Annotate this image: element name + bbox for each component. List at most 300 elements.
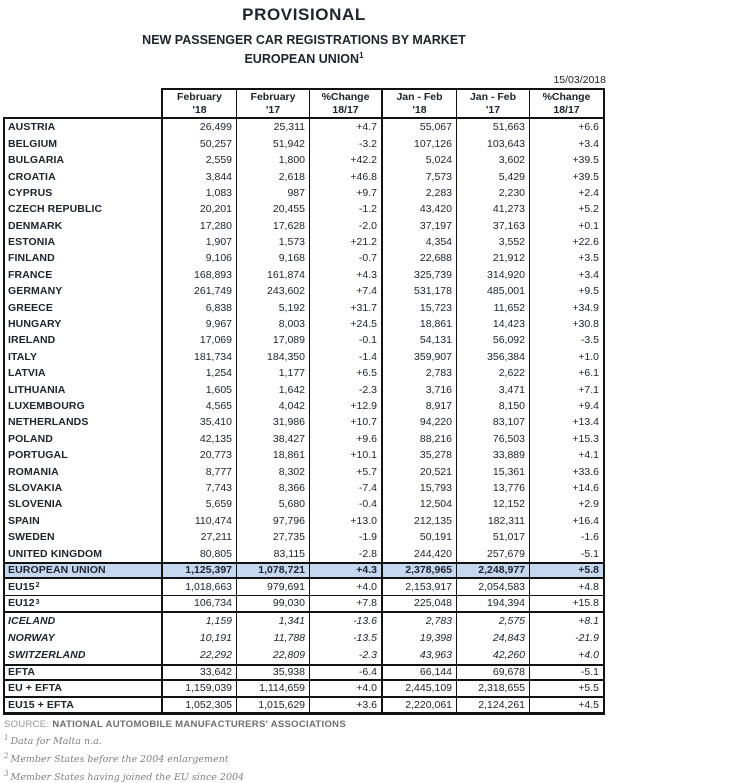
value-cell: +34.9 [530, 299, 605, 315]
value-cell: 7,743 [163, 480, 237, 496]
value-cell: 2,283 [383, 185, 457, 201]
value-cell: +4.3 [310, 564, 383, 577]
table-row [3, 119, 605, 135]
value-cell: 33,889 [457, 447, 530, 463]
value-cell: 1,015,629 [237, 698, 310, 712]
value-cell: +15.3 [530, 431, 605, 447]
table-row [3, 250, 605, 266]
country-label: BULGARIA [8, 154, 65, 167]
value-cell: 15,793 [383, 480, 457, 496]
country-label: SWITZERLAND [8, 649, 86, 662]
value-cell: 22,809 [237, 647, 310, 664]
column-header-line1: %Change [321, 90, 370, 103]
value-cell: 11,652 [457, 299, 530, 315]
country-label: NORWAY [8, 632, 55, 645]
table-row [3, 218, 605, 234]
country-label: CROATIA [8, 170, 56, 183]
value-cell: +8.1 [530, 613, 605, 630]
country-cell [3, 316, 163, 332]
value-cell: 24,843 [457, 630, 530, 647]
value-cell: 359,907 [383, 349, 457, 365]
table-row [3, 332, 605, 348]
country-cell [3, 463, 163, 479]
country-cell [3, 234, 163, 250]
value-cell: 9,967 [163, 316, 237, 332]
table-row [3, 152, 605, 168]
column-header-line2: '17 [265, 103, 281, 116]
country-label: EFTA [8, 666, 36, 679]
report-date: 15/03/2018 [553, 74, 606, 87]
country-cell [3, 299, 163, 315]
value-cell: 15,361 [457, 463, 530, 479]
table-row [3, 447, 605, 463]
value-cell: -1.4 [310, 349, 383, 365]
country-label: CZECH REPUBLIC [8, 203, 103, 216]
country-footnote-marker: 3 [35, 598, 40, 606]
value-cell: 3,552 [457, 234, 530, 250]
table-row [3, 414, 605, 430]
value-cell: 83,107 [457, 414, 530, 430]
value-cell: 2,445,109 [383, 681, 457, 696]
value-cell: 5,680 [237, 496, 310, 512]
value-cell: 8,302 [237, 463, 310, 479]
value-cell: +30.8 [530, 316, 605, 332]
column-header-line1: %Change [542, 90, 591, 103]
value-cell: 14,423 [457, 316, 530, 332]
value-cell: 3,471 [457, 381, 530, 397]
value-cell: -6.4 [310, 666, 383, 679]
value-cell: 356,384 [457, 349, 530, 365]
page-subtitle-region [0, 51, 608, 66]
value-cell: 21,912 [457, 250, 530, 266]
country-label: EU15 + EFTA [8, 698, 74, 711]
country-label: HUNGARY [8, 318, 62, 331]
country-label: EUROPEAN UNION [8, 564, 106, 577]
value-cell: 485,001 [457, 283, 530, 299]
value-cell: +33.6 [530, 463, 605, 479]
country-label: IRELAND [8, 334, 56, 347]
value-cell: -2.8 [310, 545, 383, 561]
value-cell: 325,739 [383, 267, 457, 283]
country-footnote-marker: 2 [35, 582, 40, 590]
value-cell: 531,178 [383, 283, 457, 299]
country-cell [3, 681, 163, 696]
country-label: UNITED KINGDOM [8, 547, 103, 560]
value-cell: 69,678 [457, 666, 530, 679]
value-cell: +5.2 [530, 201, 605, 217]
country-label: FRANCE [8, 268, 53, 281]
country-cell [3, 381, 163, 397]
value-cell: -13.5 [310, 630, 383, 647]
value-cell: 181,734 [163, 349, 237, 365]
column-header [163, 88, 237, 119]
country-cell [3, 201, 163, 217]
table-row [3, 267, 605, 283]
table-row [3, 234, 605, 250]
country-cell [3, 480, 163, 496]
value-cell: 261,749 [163, 283, 237, 299]
table-row [3, 529, 605, 545]
table-row [3, 579, 605, 596]
value-cell: 80,805 [163, 545, 237, 561]
value-cell: 1,254 [163, 365, 237, 381]
table-row [3, 136, 605, 152]
value-cell: 83,115 [237, 545, 310, 561]
country-cell [3, 152, 163, 168]
value-cell: 194,394 [457, 596, 530, 611]
value-cell: +1.0 [530, 349, 605, 365]
value-cell: 110,474 [163, 513, 237, 529]
value-cell: +24.5 [310, 316, 383, 332]
value-cell: +42.2 [310, 152, 383, 168]
value-cell: -0.1 [310, 332, 383, 348]
value-cell: 55,067 [383, 119, 457, 135]
value-cell: +9.5 [530, 283, 605, 299]
table-row [3, 316, 605, 332]
value-cell: 54,131 [383, 332, 457, 348]
value-cell: 35,938 [237, 666, 310, 679]
value-cell: +7.4 [310, 283, 383, 299]
value-cell: 1,114,659 [237, 681, 310, 696]
value-cell: +10.1 [310, 447, 383, 463]
country-cell [3, 545, 163, 561]
value-cell: 2,783 [383, 365, 457, 381]
value-cell: 66,144 [383, 666, 457, 679]
table-row [3, 545, 605, 561]
column-header-line2: '17 [485, 103, 501, 116]
value-cell: +6.5 [310, 365, 383, 381]
value-cell: 20,201 [163, 201, 237, 217]
value-cell: 8,150 [457, 398, 530, 414]
column-header-line1: Jan - Feb [469, 90, 517, 103]
value-cell: 11,788 [237, 630, 310, 647]
value-cell: 18,861 [237, 447, 310, 463]
footnote-text: Data for Malta n.a. [10, 736, 102, 748]
value-cell: 41,273 [457, 201, 530, 217]
column-header [383, 88, 457, 119]
value-cell: 1,159,039 [163, 681, 237, 696]
country-cell [3, 185, 163, 201]
value-cell: 107,126 [383, 136, 457, 152]
value-cell: 8,777 [163, 463, 237, 479]
value-cell: +12.9 [310, 398, 383, 414]
table-row [3, 647, 605, 664]
value-cell: 1,177 [237, 365, 310, 381]
country-label: ESTONIA [8, 236, 56, 249]
page-subtitle: NEW PASSENGER CAR REGISTRATIONS BY MARKET [142, 33, 466, 47]
value-cell: 27,735 [237, 529, 310, 545]
header-spacer-cell [3, 88, 163, 119]
table-footer [4, 719, 608, 783]
country-cell [3, 283, 163, 299]
value-cell: +16.4 [530, 513, 605, 529]
value-cell: +3.4 [530, 267, 605, 283]
table-row [3, 613, 605, 630]
footnote [4, 770, 608, 783]
value-cell: 88,216 [383, 431, 457, 447]
country-label: ITALY [8, 350, 38, 363]
value-cell: 20,521 [383, 463, 457, 479]
value-cell: 4,565 [163, 398, 237, 414]
country-label: SLOVAKIA [8, 481, 63, 494]
value-cell: 12,152 [457, 496, 530, 512]
country-cell [3, 332, 163, 348]
country-label: AUSTRIA [8, 121, 56, 134]
country-label: SWEDEN [8, 531, 55, 544]
country-cell [3, 630, 163, 647]
column-header-line2: 18/17 [553, 103, 580, 116]
value-cell: +3.6 [310, 698, 383, 712]
value-cell: +4.8 [530, 579, 605, 595]
source-label: SOURCE: [4, 718, 50, 730]
value-cell: 15,723 [383, 299, 457, 315]
value-cell: 1,800 [237, 152, 310, 168]
footnote-text: Member States before the 2004 enlargement [10, 754, 229, 766]
country-label: SLOVENIA [8, 498, 63, 511]
value-cell: 25,311 [237, 119, 310, 135]
value-cell: 18,861 [383, 316, 457, 332]
value-cell: +3.5 [530, 250, 605, 266]
value-cell: 7,573 [383, 168, 457, 184]
country-cell [3, 666, 163, 679]
value-cell: 43,420 [383, 201, 457, 217]
value-cell: 1,083 [163, 185, 237, 201]
value-cell: 2,124,261 [457, 698, 530, 712]
value-cell: 243,602 [237, 283, 310, 299]
country-cell [3, 579, 163, 595]
country-cell [3, 596, 163, 611]
value-cell: 35,278 [383, 447, 457, 463]
value-cell: +4.5 [530, 698, 605, 712]
value-cell: 42,135 [163, 431, 237, 447]
value-cell: -2.3 [310, 647, 383, 664]
value-cell: 2,230 [457, 185, 530, 201]
value-cell: +39.5 [530, 168, 605, 184]
value-cell: +4.3 [310, 267, 383, 283]
country-label: DENMARK [8, 219, 63, 232]
source-line [4, 719, 608, 730]
value-cell: 8,366 [237, 480, 310, 496]
value-cell: 17,280 [163, 218, 237, 234]
value-cell: 3,844 [163, 168, 237, 184]
value-cell: +46.8 [310, 168, 383, 184]
value-cell: 76,503 [457, 431, 530, 447]
registrations-table [3, 88, 605, 715]
value-cell: 33,642 [163, 666, 237, 679]
value-cell: 22,688 [383, 250, 457, 266]
country-label: POLAND [8, 432, 53, 445]
country-label: ICELAND [8, 615, 56, 628]
value-cell: 4,354 [383, 234, 457, 250]
country-label: CYPRUS [8, 186, 53, 199]
region-label: EUROPEAN UNION [244, 52, 360, 67]
value-cell: 50,191 [383, 529, 457, 545]
value-cell: 1,605 [163, 381, 237, 397]
value-cell: 2,575 [457, 613, 530, 630]
value-cell: 17,089 [237, 332, 310, 348]
value-cell: 1,159 [163, 613, 237, 630]
page-title: PROVISIONAL [242, 5, 366, 24]
value-cell: +13.4 [530, 414, 605, 430]
value-cell: 13,776 [457, 480, 530, 496]
value-cell: 257,679 [457, 545, 530, 561]
value-cell: 5,429 [457, 168, 530, 184]
value-cell: 979,691 [237, 579, 310, 595]
value-cell: -1.9 [310, 529, 383, 545]
table-header-row [3, 88, 605, 119]
value-cell: +4.0 [310, 681, 383, 696]
column-header-line1: February [177, 90, 222, 103]
table-row [3, 480, 605, 496]
value-cell: 5,192 [237, 299, 310, 315]
table-row [3, 185, 605, 201]
country-cell [3, 698, 163, 712]
footnote [4, 734, 608, 747]
value-cell: 2,618 [237, 168, 310, 184]
value-cell: -0.4 [310, 496, 383, 512]
country-cell [3, 513, 163, 529]
value-cell: 1,052,305 [163, 698, 237, 712]
country-label: FINLAND [8, 252, 55, 265]
value-cell: 3,602 [457, 152, 530, 168]
value-cell: 97,796 [237, 513, 310, 529]
value-cell: +7.1 [530, 381, 605, 397]
column-header-line2: '18 [192, 103, 207, 116]
table-row [3, 168, 605, 184]
value-cell: 5,659 [163, 496, 237, 512]
country-cell [3, 529, 163, 545]
value-cell: 20,773 [163, 447, 237, 463]
value-cell: 6,838 [163, 299, 237, 315]
value-cell: 2,248,977 [457, 564, 530, 577]
value-cell: 2,783 [383, 613, 457, 630]
country-label: NETHERLANDS [8, 416, 89, 429]
value-cell: 106,734 [163, 596, 237, 611]
country-cell [3, 564, 163, 577]
value-cell: 314,920 [457, 267, 530, 283]
country-cell [3, 136, 163, 152]
value-cell: +4.1 [530, 447, 605, 463]
country-label: BELGIUM [8, 137, 58, 150]
value-cell: 2,378,965 [383, 564, 457, 577]
country-label: LATVIA [8, 367, 46, 380]
footnote-text: Member States having joined the EU since 2004 [10, 771, 245, 783]
region-footnote-marker: 1 [359, 51, 364, 60]
document-page [0, 5, 750, 783]
value-cell: -2.0 [310, 218, 383, 234]
value-cell: 94,220 [383, 414, 457, 430]
column-header [530, 88, 605, 119]
report-content [0, 5, 608, 783]
value-cell: 51,942 [237, 136, 310, 152]
country-cell [3, 613, 163, 630]
value-cell: +14.6 [530, 480, 605, 496]
value-cell: 5,024 [383, 152, 457, 168]
value-cell: -1.2 [310, 201, 383, 217]
value-cell: +31.7 [310, 299, 383, 315]
table-row [3, 596, 605, 613]
country-cell [3, 398, 163, 414]
value-cell: 10,191 [163, 630, 237, 647]
table-row [3, 664, 605, 681]
country-label: LITHUANIA [8, 383, 66, 396]
table-row [3, 681, 605, 698]
value-cell: 4,042 [237, 398, 310, 414]
country-label: EU15 [8, 580, 35, 593]
value-cell: +39.5 [530, 152, 605, 168]
column-header-line2: '18 [412, 103, 427, 116]
country-cell [3, 119, 163, 135]
value-cell: +6.1 [530, 365, 605, 381]
value-cell: 225,048 [383, 596, 457, 611]
value-cell: 19,398 [383, 630, 457, 647]
value-cell: +4.0 [310, 579, 383, 595]
source-text: NATIONAL AUTOMOBILE MANUFACTURERS' ASSOCIATIONS [52, 718, 346, 730]
value-cell: 99,030 [237, 596, 310, 611]
country-cell [3, 447, 163, 463]
value-cell: -3.5 [530, 332, 605, 348]
value-cell: 43,963 [383, 647, 457, 664]
value-cell: 103,643 [457, 136, 530, 152]
value-cell: 9,168 [237, 250, 310, 266]
value-cell: 2,622 [457, 365, 530, 381]
value-cell: 161,874 [237, 267, 310, 283]
value-cell: 17,628 [237, 218, 310, 234]
value-cell: -5.1 [530, 545, 605, 561]
country-label: GREECE [8, 301, 53, 314]
value-cell: 31,986 [237, 414, 310, 430]
value-cell: +4.7 [310, 119, 383, 135]
value-cell: 50,257 [163, 136, 237, 152]
value-cell: 37,163 [457, 218, 530, 234]
footnote-marker: 2 [4, 751, 9, 760]
country-cell [3, 267, 163, 283]
value-cell: 20,455 [237, 201, 310, 217]
column-header-line1: February [250, 90, 296, 103]
value-cell: +9.6 [310, 431, 383, 447]
value-cell: +0.1 [530, 218, 605, 234]
country-cell [3, 218, 163, 234]
value-cell: +3.4 [530, 136, 605, 152]
value-cell: 9,106 [163, 250, 237, 266]
value-cell: +10.7 [310, 414, 383, 430]
value-cell: 8,003 [237, 316, 310, 332]
value-cell: 22,292 [163, 647, 237, 664]
country-label: PORTUGAL [8, 449, 68, 462]
value-cell: -21.9 [530, 630, 605, 647]
country-cell [3, 168, 163, 184]
value-cell: +9.7 [310, 185, 383, 201]
table-row [3, 349, 605, 365]
value-cell: 8,917 [383, 398, 457, 414]
value-cell: 37,197 [383, 218, 457, 234]
country-cell [3, 496, 163, 512]
column-header [237, 88, 310, 119]
value-cell: -0.7 [310, 250, 383, 266]
country-cell [3, 647, 163, 664]
table-row [3, 299, 605, 315]
value-cell: 2,318,655 [457, 681, 530, 696]
value-cell: -2.3 [310, 381, 383, 397]
value-cell: +5.8 [530, 564, 605, 577]
value-cell: 1,907 [163, 234, 237, 250]
value-cell: +2.4 [530, 185, 605, 201]
value-cell: 35,410 [163, 414, 237, 430]
country-cell [3, 365, 163, 381]
table-row [3, 381, 605, 397]
value-cell: 51,017 [457, 529, 530, 545]
value-cell: 1,078,721 [237, 564, 310, 577]
